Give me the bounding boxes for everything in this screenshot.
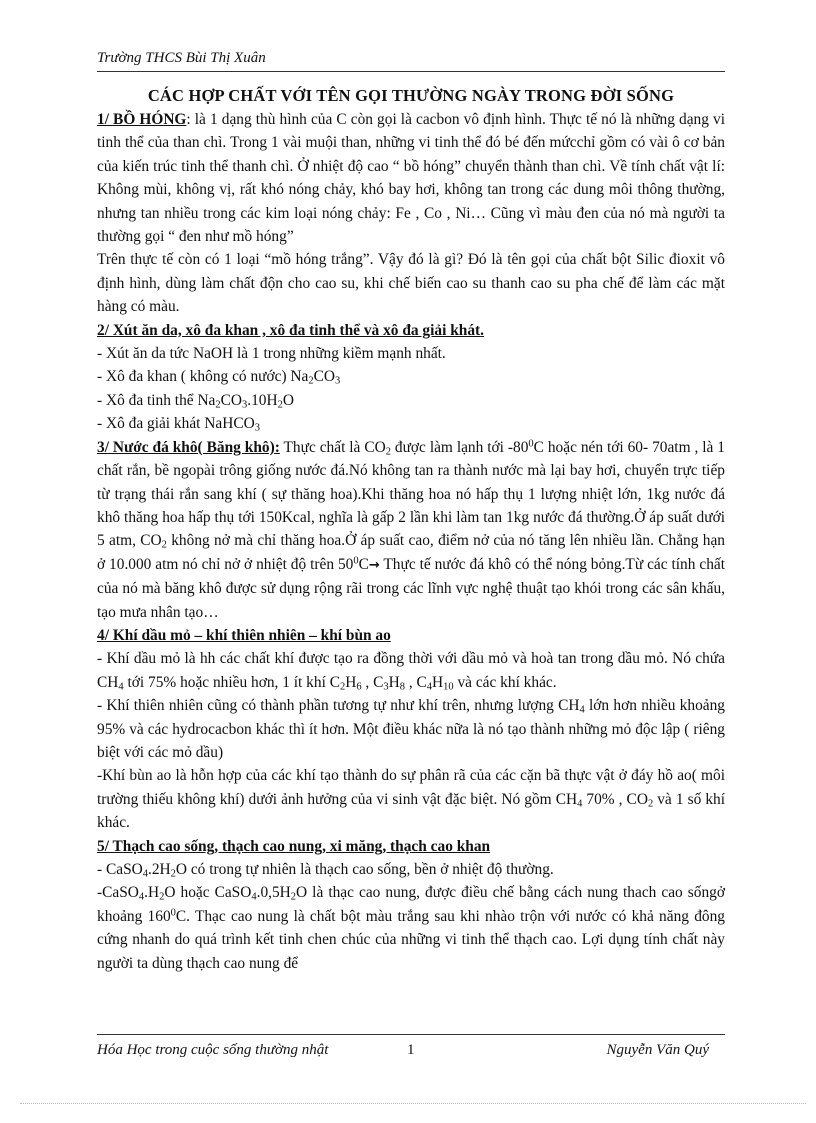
arrow-icon: → xyxy=(368,557,380,573)
section-2-heading: 2/ Xút ăn da, xô đa khan , xô đa tinh thể và xô đa giải khát. xyxy=(97,321,485,339)
section-1-heading: 1/ BỒ HÓNG xyxy=(97,111,187,128)
section-5-heading: 5/ Thạch cao sống, thạch cao nung, xi măng, thạch cao khan xyxy=(97,837,491,855)
footer-title: Hóa Học trong cuộc sống thường nhật xyxy=(97,1042,329,1058)
footer-author: Nguyễn Văn Quý xyxy=(606,1042,709,1058)
section-1-text: : là 1 dạng thù hình của C còn gọi là cacbon vô định hình. Thực tế nó là những dạng vi tinh thể của than chì. Trong 1 vài muội than, những vi tinh thể đó bé đến mứcchỉ gồm có vài ô cơ bản của kiến trúc tinh thể thanh chì. Ở nhiệt độ cao “ bồ hóng” chuyển thành than chì. Về tính chất vật lí: Không mùi, không vị, rất khó nóng chảy, khó bay hơi, không tan trong các dung môi thông thường, nhưng tan nhiều trong các kim loại nóng chảy: Fe , Co , Ni… Cũng vì màu đen của nó mà người ta thường gọi “ đen như mồ hóng” xyxy=(97,111,726,246)
section-1-paragraph-2: Trên thực tế còn có 1 loại “mồ hóng trắng”. Vậy đó là gì? Đó là tên gọi của chất bột Silic đioxit vô định hình, dùng làm chất độn cho cao su, khi chế biến cao su thanh cao su pha chế để làm các mặt hàng có màu. xyxy=(97,251,725,316)
section-5-paragraph-2: $-CaSO_4.H_2O$ hoặc $CaSO_4.0,5H_2O$ là thạc cao nung, được điều chế bằng cách nung thach cao sốngở khoảng $160^0C$. Thạc cao nung là chất bột màu trắng sau khi nhào trộn với nước có khả năng đông cứng nhanh do quá trình kết tinh chen chúc của những vi tinh thể thạch cao. Lợi dụng tính chất này người ta dùng thạch cao nung để xyxy=(97,884,725,972)
section-3-heading: 3/ Nước đá khô( Băng khô): xyxy=(97,438,280,456)
section-4-paragraph-2: - Khí thiên nhiên cũng có thành phần tương tự như khí trên, nhưng lượng $CH_4$ lớn hơn nhiều khoảng 95% và các hydrocacbon khác thì ít hơn. Một điều khác nữa là nó tạo thành những mỏ độc lập ( riêng biệt với các mỏ dầu) xyxy=(97,697,725,761)
page-edge-dotted-line xyxy=(20,1103,806,1104)
list-item: - Xô đa khan ( không có nước) $Na_2CO_3$ xyxy=(97,368,341,388)
list-item: - Xô đa giải khát NaHCO$_3$ xyxy=(97,415,260,434)
list-item: - Xút ăn da tức NaOH là 1 trong những kiềm mạnh nhất. xyxy=(97,345,446,363)
footer-rule xyxy=(97,1034,725,1035)
section-4-heading: 4/ Khí dầu mỏ – khí thiên nhiên – khí bùn ao xyxy=(97,626,391,644)
section-4-paragraph-3: -Khí bùn ao là hỗn hợp của các khí tạo thành do sự phân rã của các cặn bã thực vật ở đáy hồ ao( môi trường thiếu không khí) dưới ảnh hưởng của vi sinh vật đặc biệt. Nó gồm $CH_4$ 70% , $CO_2$ và 1 số khí khác. xyxy=(97,767,725,832)
list-item: - Xô đa tinh thể $Na_2CO_3.10H_2O$ xyxy=(97,391,294,411)
section-4-paragraph-1: - Khí dầu mỏ là hh các chất khí được tạo ra đồng thời với dầu mỏ và hoà tan trong dầu mỏ. Nó chứa $CH_4$ tới 75% hoặc nhiều hơn, 1 ít khí $C_2H_6$ , $C_3H_8$ , $C_4H_{10}$ và các khí khác. xyxy=(97,650,725,693)
page-number: 1 xyxy=(407,1042,415,1058)
section-1-paragraph xyxy=(97,108,725,248)
document-title: CÁC HỢP CHẤT VỚI TÊN GỌI THƯỜNG NGÀY TRONG ĐỜI SỐNG xyxy=(147,86,675,105)
section-3-paragraph: 3/ Nước đá khô( Băng khô): Thực chất là $CO_2$ được làm lạnh tới $-80^0C$ hoặc nén tới 60- 70atm , là 1 chất rắn, bề ngopài trông giống nước đá.Nó không tan ra thành nước mà lại bay hơi, chuyển trực tiếp từ trạng thái rắn sang khí ( sự thăng hoa).Khi thăng hoa nó hấp thụ 1 lượng nhiệt lớn, 1kg nước đá khô thăng hoa hấp thụ tới 150Kcal, nghĩa là gấp 2 lần khi làm tan 1kg nước đá thường.Ở áp suất dưới 5 atm, $CO_2$ không nở mà chỉ thăng hoa.Ở áp suất cao, điểm nở của nó tăng lên nhiều lần. Chẳng hạn ở 10.000 atm nó chỉ nở ở nhiệt độ trên $50^0C\to$ Thực tế nước đá khô có thể nóng bỏng.Từ các tính chất của nó mà băng khô được sử dụng rộng rãi trong các lĩnh vực nghệ thuật tạo khói trong các sân khấu, tạo mưa nhân tạo… xyxy=(97,437,725,621)
header-rule xyxy=(97,71,725,72)
page-header: Trường THCS Bùi Thị Xuân xyxy=(97,50,266,66)
document-body xyxy=(97,108,725,975)
section-5-paragraph-1: - $CaSO_4.2H_2O$ có trong tự nhiên là thạch cao sống, bền ở nhiệt độ thường. xyxy=(97,861,554,880)
